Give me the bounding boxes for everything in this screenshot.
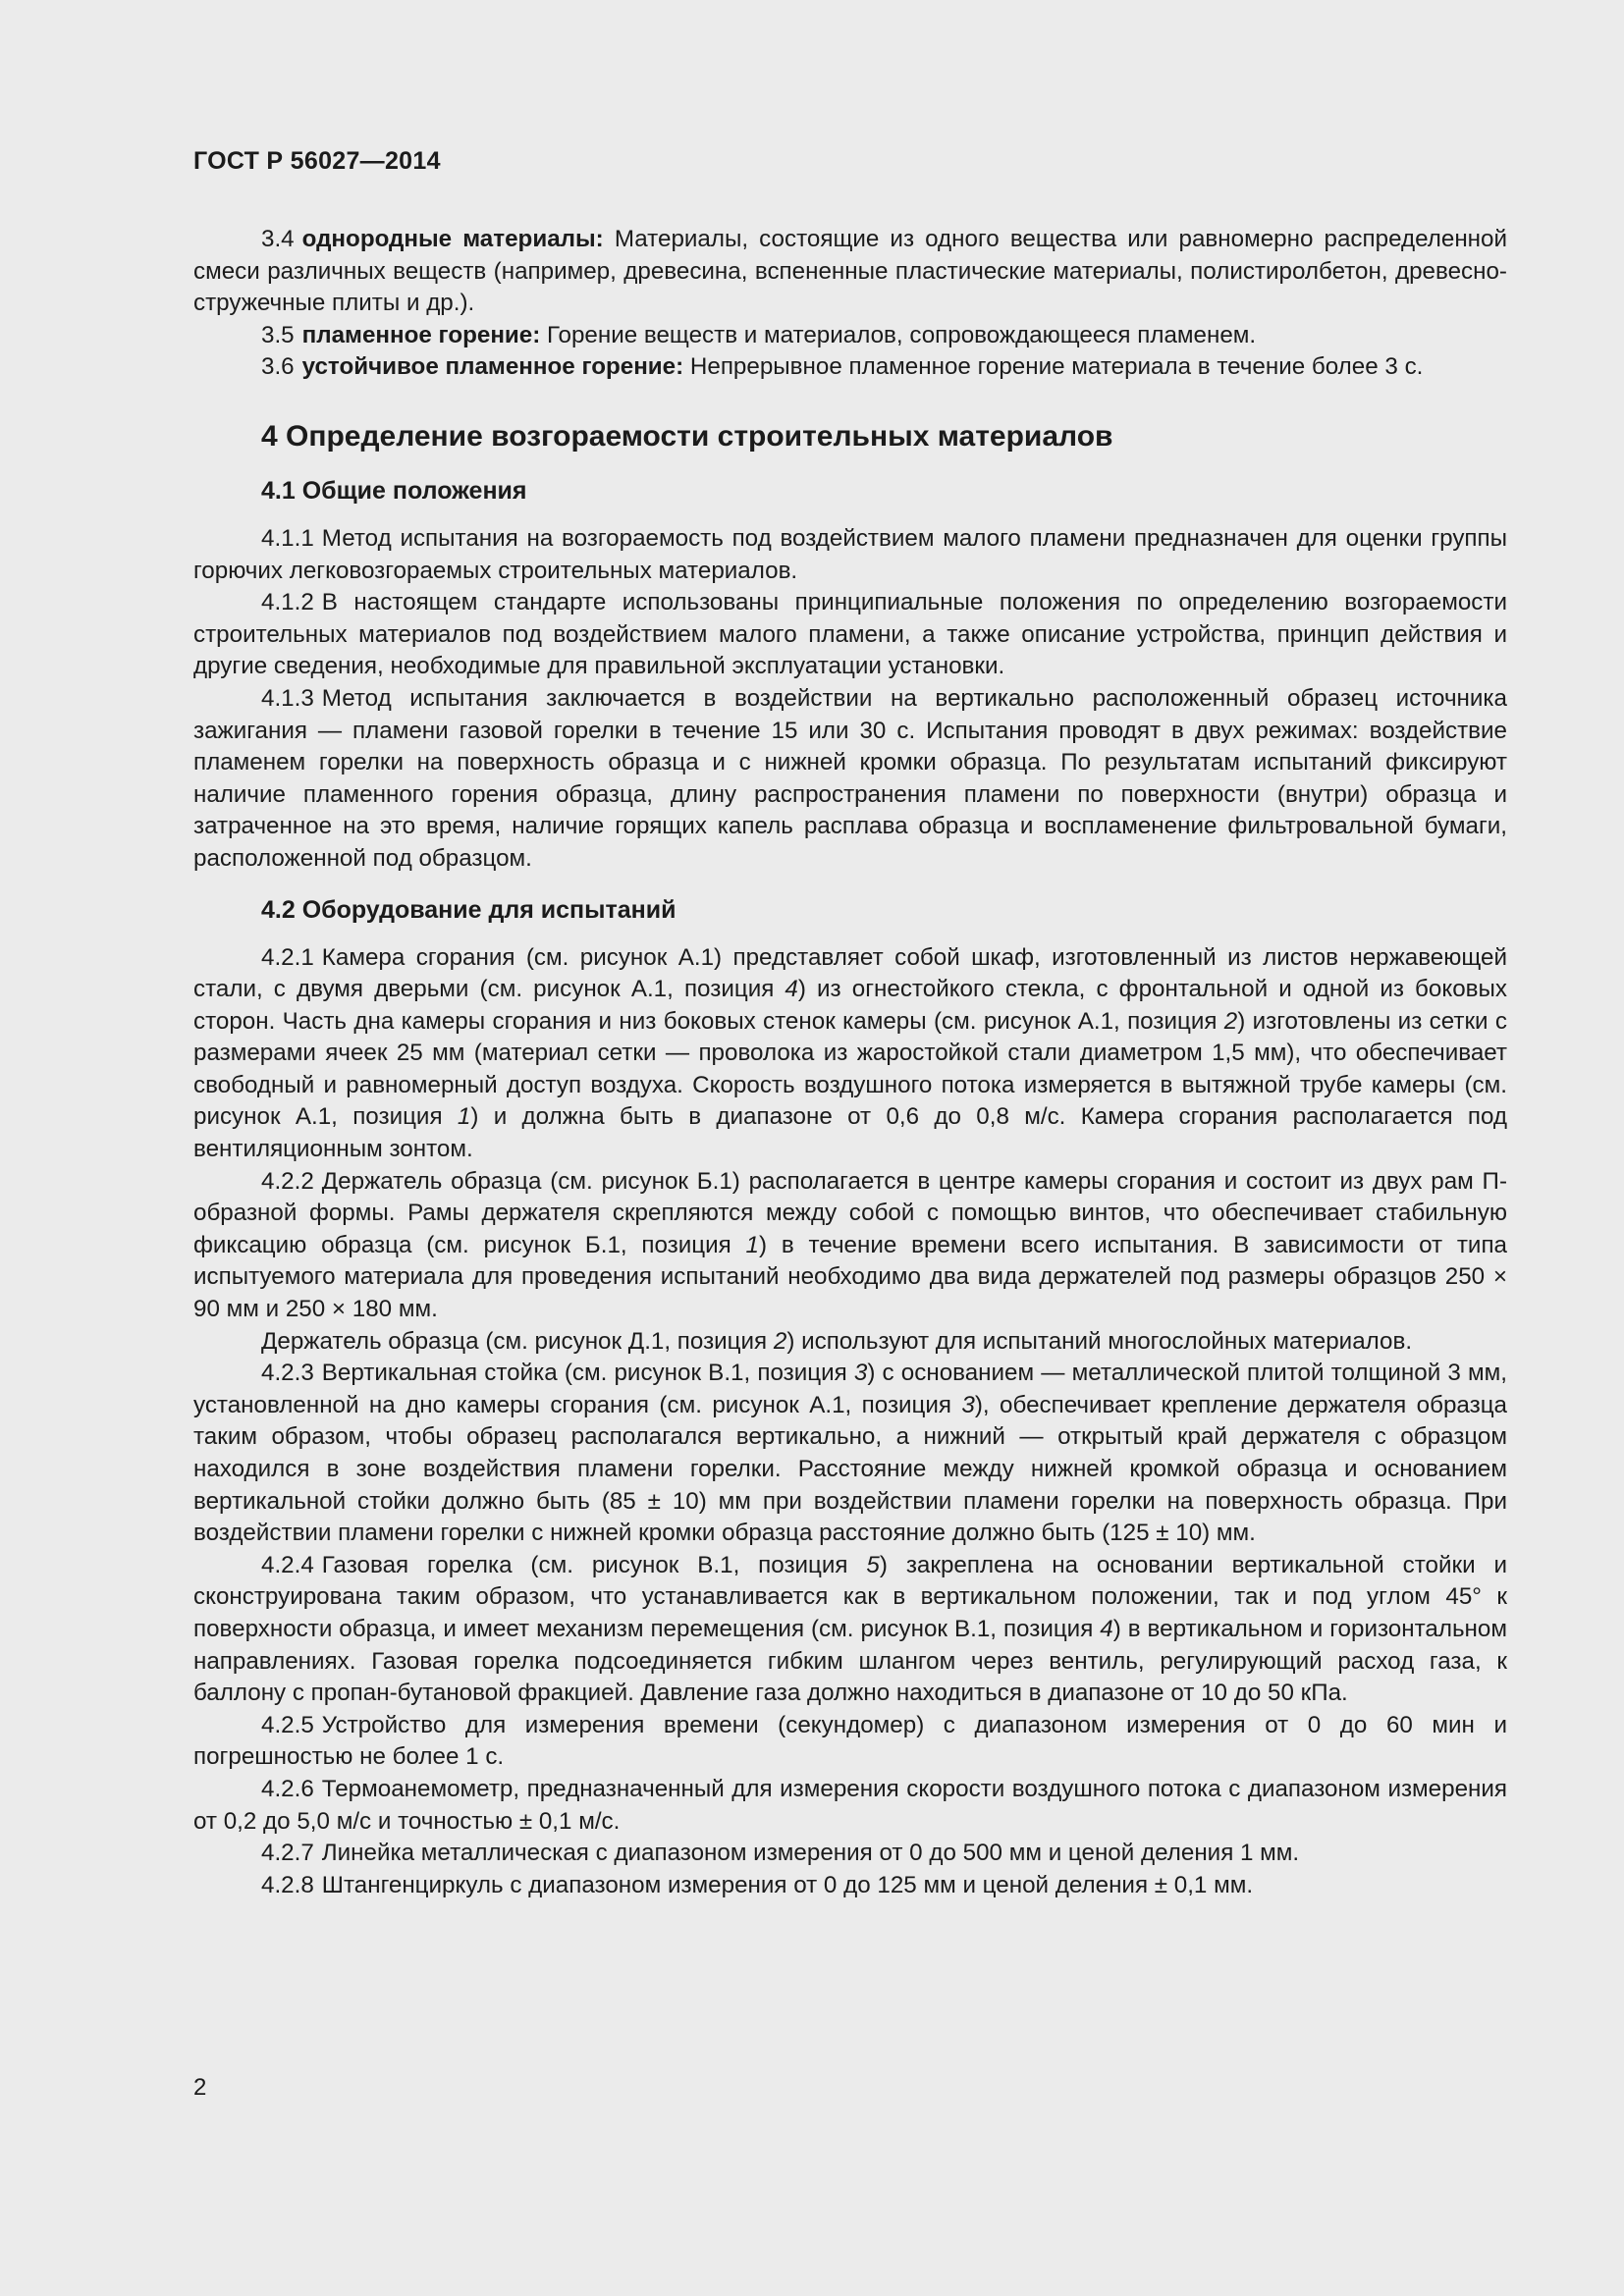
paragraph-4-2-4: 4.2.4 Газовая горелка (см. рисунок В.1, позиция 5) закреплена на основании вертикальной стойки и сконструирована таким образом, что устанавливается как в вертикальном положении, так и под углом 45° к поверхности образца, и имеет механизм перемещения (см. рисунок В.1, позиция 4) в вертикальном и горизонтальном направлениях. Газовая горелка подсоединяется гибким шлангом через вентиль, регулирующий расход газа, к баллону с пропан-бутановой фракцией. Давление газа должно находиться в диапазоне от 10 до 50 кПа. [193, 1551, 1507, 1707]
paragraph-4-2-3: 4.2.3 Вертикальная стойка (см. рисунок В.1, позиция 3) с основанием — металлической плитой толщиной 3 мм, установленной на дно камеры сгорания (см. рисунок А.1, позиция 3), обеспечивает крепление держателя образца таким образом, чтобы образец располагался вертикально, а нижний — открытый край держателя с образцом находился в зоне воздействия пламени горелки. Расстояние между нижней кромкой образца и основанием вертикальной стойки должно быть (85 ± 10) мм при воздействии пламени горелки на поверхность образца. При воздействии пламени горелки с нижней кромки образца расстояние должно быть (125 ± 10) мм. [193, 1360, 1508, 1547]
paragraph-4-2-8: 4.2.8 Штангенциркуль с диапазоном измерения от 0 до 125 мм и ценой деления ± 0,1 мм. [261, 1871, 1254, 1898]
paragraph-4-1-1: 4.1.1 Метод испытания на возгораемость под воздействием малого пламени предназначен для оценки группы горючих легковозгораемых строительных материалов. [193, 524, 1507, 584]
paragraph-4-2-6: 4.2.6 Термоанемометр, предназначенный для измерения скорости воздушного потока с диапазоном измерения от 0,2 до 5,0 м/с и точностью ± 0,1 м/с. [193, 1775, 1507, 1835]
paragraph-4-2-2-continued: Держатель образца (см. рисунок Д.1, позиция 2) используют для испытаний многослойных материалов. [261, 1327, 1413, 1355]
paragraph-4-1-2: 4.1.2 В настоящем стандарте использованы принципиальные положения по определению возгораемости строительных материалов под воздействием малого пламени, а также описание устройства, принцип действия и другие сведения, необходимые для правильной эксплуатации установки. [193, 589, 1507, 680]
term-3-6: 3.6 устойчивое пламенное горение: Непрерывное пламенное горение материала в течение более 3 с. [261, 353, 1424, 381]
standard-header: ГОСТ Р 56027—2014 [193, 147, 441, 175]
page-number: 2 [193, 2074, 207, 2101]
page-content [193, 224, 1507, 1901]
paragraph-4-2-2: 4.2.2 Держатель образца (см. рисунок Б.1) располагается в центре камеры сгорания и состоит из двух рам П-образной формы. Рамы держателя скрепляются между собой с помощью винтов, что обеспечивает стабильную фиксацию образца (см. рисунок Б.1, позиция 1) в течение времени всего испытания. В зависимости от типа испытуемого материала для проведения испытаний необходимо два вида держателей под размеры образцов 250 × 90 мм и 250 × 180 мм. [193, 1167, 1507, 1323]
subsection-4-1-title: 4.1 Общие положения [261, 476, 527, 505]
term-3-4: 3.4 однородные материалы: Материалы, состоящие из одного вещества или равномерно распределенной смеси различных веществ (например, древесина, вспененные пластические материалы, полистиролбетон, древесно-стружечные плиты и др.). [193, 226, 1507, 317]
paragraph-4-1-3: 4.1.3 Метод испытания заключается в воздействии на вертикально расположенный образец источника зажигания — пламени газовой горелки в течение 15 или 30 с. Испытания проводят в двух режимах: воздействие пламенем горелки на поверхность образца и с нижней кромки образца. По результатам испытаний фиксируют наличие пламенного горения образца, длину распространения пламени по поверхности (внутри) образца и затраченное на это время, наличие горящих капель расплава образца и воспламенение фильтровальной бумаги, расположенной под образцом. [193, 684, 1507, 872]
paragraph-4-2-1: 4.2.1 Камера сгорания (см. рисунок А.1) представляет собой шкаф, изготовленный из листов нержавеющей стали, с двумя дверьми (см. рисунок А.1, позиция 4) из огнестойкого стекла, с фронтальной и одной из боковых сторон. Часть дна камеры сгорания и низ боковых стенок камеры (см. рисунок А.1, позиция 2) изготовлены из сетки с размерами ячеек 25 мм (материал сетки — проволока из жаростойкой стали диаметром 1,5 мм), что обеспечивает свободный и равномерный доступ воздуха. Скорость воздушного потока измеряется в вытяжной трубе камеры (см. рисунок А.1, позиция 1) и должна быть в диапазоне от 0,6 до 0,8 м/с. Камера сгорания располагается под вентиляционным зонтом. [193, 943, 1507, 1163]
subsection-4-2-title: 4.2 Оборудование для испытаний [261, 895, 677, 924]
section-4-title: 4 Определение возгораемости строительных материалов [261, 419, 1113, 453]
term-3-5: 3.5 пламенное горение: Горение веществ и материалов, сопровождающееся пламенем. [261, 321, 1257, 348]
paragraph-4-2-7: 4.2.7 Линейка металлическая с диапазоном измерения от 0 до 500 мм и ценой деления 1 мм. [261, 1840, 1300, 1867]
paragraph-4-2-5: 4.2.5 Устройство для измерения времени (секундомер) с диапазоном измерения от 0 до 60 мин и погрешностью не более 1 с. [193, 1711, 1507, 1771]
